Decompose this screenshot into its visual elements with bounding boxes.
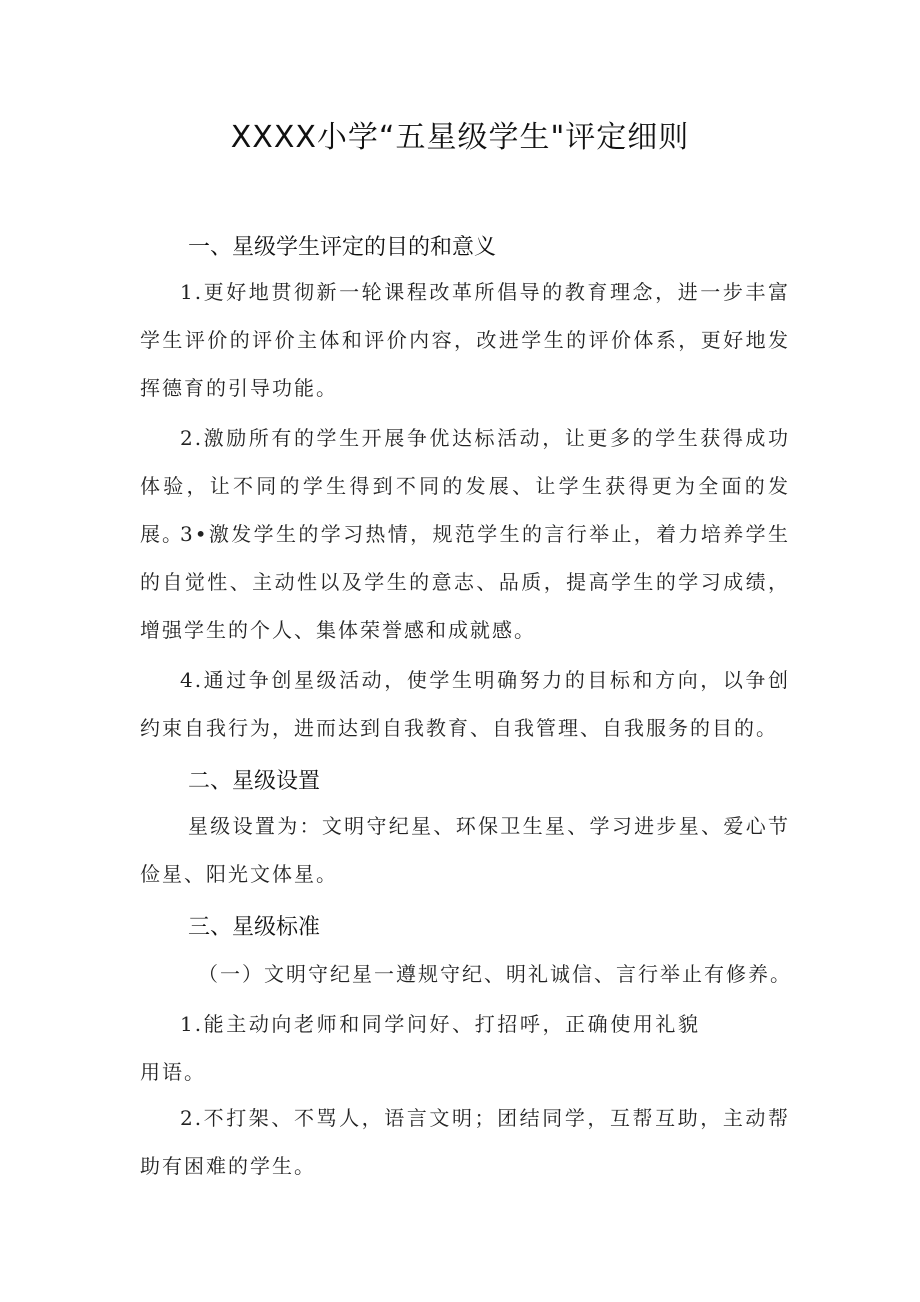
- paragraph-purpose-3: 3•激发学生的学习热情，规范学生的言行举止，着力培养学生的自觉性、主动性以及学生的意志、品质，提高学生的学习成绩，增强学生的个人、集体荣誉感和成就感。: [140, 522, 790, 642]
- section-heading-purpose: 一、星级学生评定的目的和意义: [188, 235, 497, 260]
- subheading-civility-star: （一）文明守纪星一遵规守纪、明礼诚信、言行举止有修养。: [198, 962, 792, 986]
- paragraph-standard-2: 2.不打架、不骂人，语言文明；团结同学，互帮互助，主动帮助有困难的学生。: [140, 1106, 790, 1178]
- paragraph-purpose-1: 1.更好地贯彻新一轮课程改革所倡导的教育理念，进一步丰富学生评价的评价主体和评价内容，改进学生的评价体系，更好地发挥德育的引导功能。: [140, 280, 790, 400]
- paragraph-purpose-2: 2.激励所有的学生开展争优达标活动，让更多的学生获得成功体验，让不同的学生得到不同的发展、让学生获得更为全面的发展。: [140, 426, 790, 546]
- paragraph-purpose-4: 4.通过争创星级活动，使学生明确努力的目标和方向，以争创约束自我行为，进而达到自我教育、自我管理、自我服务的目的。: [140, 668, 790, 740]
- section-heading-standards: 三、星级标准: [188, 915, 321, 940]
- paragraph-settings: 星级设置为：文明守纪星、环保卫生星、学习进步星、爱心节俭星、阳光文体星。: [140, 814, 790, 886]
- paragraph-standard-1: 1.能主动向老师和同学问好、打招呼，正确使用礼貌用语。: [140, 1012, 700, 1084]
- document-title: XXXX小学“五星级学生"评定细则: [230, 120, 690, 155]
- section-heading-settings: 二、星级设置: [188, 769, 321, 794]
